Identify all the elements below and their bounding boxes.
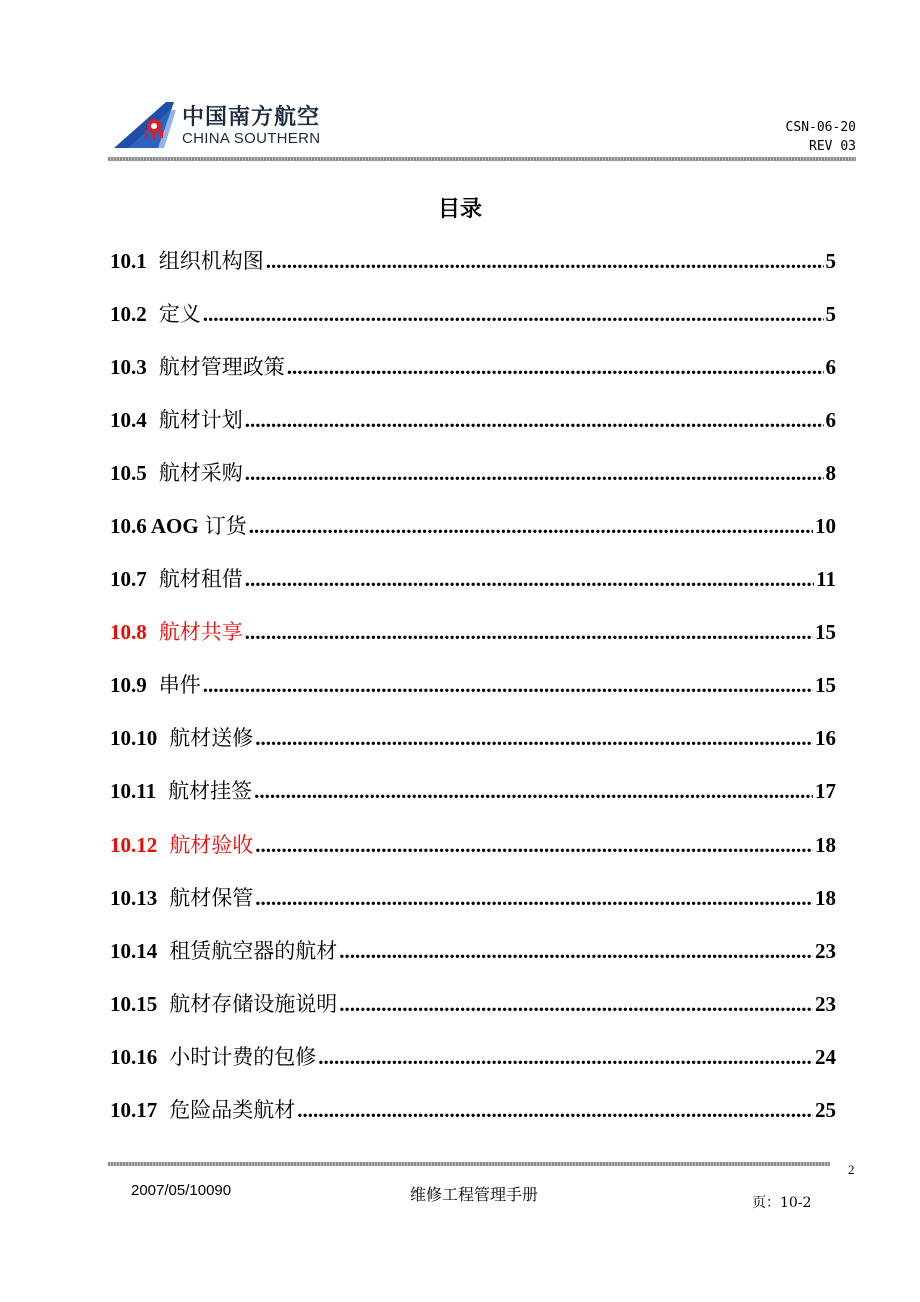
toc-dot-leader: [245, 461, 824, 486]
toc-entry[interactable]: [110, 298, 836, 351]
toc-entry-number: 10.7: [110, 567, 147, 592]
toc-dot-leader: [339, 992, 813, 1017]
toc-entry[interactable]: [110, 988, 836, 1041]
toc-dot-leader: [287, 355, 824, 380]
table-of-contents: [110, 245, 836, 1147]
toc-dot-leader: [318, 1045, 813, 1070]
toc-entry-page: 5: [825, 249, 836, 273]
logo-chinese-name: 中国南方航空: [182, 105, 321, 130]
toc-entry-label: 串件: [158, 673, 201, 698]
toc-entry-page: 18: [815, 885, 836, 910]
toc-entry[interactable]: [110, 563, 836, 616]
toc-entry-label: 航材存储设施说明: [169, 991, 338, 1016]
toc-dot-leader: [245, 567, 814, 592]
toc-dot-leader: [254, 779, 813, 804]
toc-entry-number: 10.1: [110, 249, 147, 273]
toc-entry-number: 10.12: [110, 832, 158, 857]
toc-entry-number: 10.11: [110, 779, 157, 804]
toc-entry[interactable]: [110, 510, 836, 563]
document-code-block: [786, 118, 856, 156]
toc-entry-label: 租赁航空器的航材: [169, 938, 338, 963]
toc-entry-number: 10.13: [110, 885, 158, 910]
toc-entry[interactable]: [110, 1041, 836, 1094]
toc-entry-page: 5: [825, 302, 836, 327]
toc-entry-label: 航材管理政策: [158, 355, 285, 380]
toc-entry[interactable]: [110, 404, 836, 457]
toc-entry-number: 10.14: [110, 938, 158, 963]
toc-entry-label: 小时计费的包修: [169, 1044, 317, 1069]
toc-entry-label: 危险品类航材: [169, 1097, 296, 1122]
toc-entry-label: 航材保管: [169, 885, 254, 910]
toc-entry-page: 6: [825, 408, 836, 433]
toc-entry[interactable]: [110, 616, 836, 669]
toc-dot-leader: [339, 939, 813, 964]
toc-entry-page: 16: [815, 726, 836, 751]
toc-entry[interactable]: [110, 245, 836, 298]
toc-entry-number: 10.9: [110, 673, 147, 698]
footer-page-reference: 页：10-2: [752, 1195, 812, 1211]
toc-entry-page: 23: [815, 938, 836, 963]
footer-divider: [108, 1162, 830, 1166]
toc-dot-leader: [203, 302, 824, 327]
toc-entry-number: 10.8: [110, 620, 147, 645]
toc-entry-page: 10: [815, 514, 836, 539]
toc-entry[interactable]: [110, 722, 836, 775]
toc-entry-number: 10.15: [110, 991, 158, 1016]
toc-entry-page: 15: [815, 673, 836, 698]
toc-entry-page: 25: [815, 1097, 836, 1122]
toc-entry-label: 航材采购: [158, 461, 243, 486]
toc-entry-number: 10.6 AOG: [110, 514, 199, 539]
toc-entry-page: 24: [815, 1044, 836, 1069]
toc-entry-label: 航材计划: [158, 408, 243, 433]
toc-dot-leader: [255, 886, 813, 911]
revision-label: REV 03: [809, 139, 856, 154]
toc-entry-label: 订货: [204, 514, 247, 539]
footer-manual-title: 维修工程管理手册: [410, 1185, 539, 1204]
toc-dot-leader: [249, 514, 813, 539]
toc-entry-label: 航材共享: [158, 620, 243, 645]
toc-entry-label: 航材租借: [158, 567, 243, 592]
toc-entry[interactable]: [110, 1094, 836, 1147]
page-number: 2: [848, 1162, 855, 1177]
header-divider: [108, 157, 856, 161]
logo-english-name: CHINA SOUTHERN: [182, 130, 321, 147]
toc-entry[interactable]: [110, 351, 836, 404]
toc-entry-number: 10.10: [110, 726, 158, 751]
toc-entry[interactable]: [110, 829, 836, 882]
toc-entry-label: 航材挂签: [168, 779, 253, 804]
toc-entry-number: 10.3: [110, 355, 147, 380]
toc-dot-leader: [203, 673, 813, 698]
toc-dot-leader: [266, 249, 824, 274]
toc-entry-page: 23: [815, 991, 836, 1016]
toc-dot-leader: [245, 408, 824, 433]
toc-entry-number: 10.16: [110, 1044, 158, 1069]
toc-entry-page: 8: [825, 461, 836, 486]
toc-dot-leader: [255, 726, 813, 751]
toc-entry[interactable]: [110, 669, 836, 722]
toc-title: 目录: [437, 197, 482, 222]
airline-logo: [114, 100, 344, 152]
toc-entry-page: 15: [815, 620, 836, 645]
document-code: CSN-06-20: [785, 120, 856, 135]
toc-dot-leader: [245, 620, 813, 645]
toc-entry-label: 定义: [158, 302, 201, 327]
toc-entry-label: 航材验收: [169, 832, 254, 857]
toc-dot-leader: [255, 833, 813, 858]
toc-entry[interactable]: [110, 775, 836, 828]
toc-entry-number: 10.4: [110, 408, 147, 433]
toc-entry-page: 11: [816, 567, 836, 592]
toc-entry-page: 6: [825, 355, 836, 380]
toc-entry[interactable]: [110, 935, 836, 988]
toc-entry-number: 10.2: [110, 302, 147, 327]
toc-entry-page: 18: [815, 832, 836, 857]
toc-entry-number: 10.17: [110, 1097, 158, 1122]
toc-entry-page: 17: [815, 779, 836, 804]
toc-entry-number: 10.5: [110, 461, 147, 486]
toc-entry-label: 航材送修: [169, 726, 254, 751]
toc-entry[interactable]: [110, 882, 836, 935]
kapok-flower-logo-icon: [114, 100, 178, 150]
toc-dot-leader: [297, 1098, 813, 1123]
footer-date-code: 2007/05/10090: [131, 1182, 232, 1199]
toc-entry-label: 组织机构图: [158, 249, 264, 273]
toc-entry[interactable]: [110, 457, 836, 510]
